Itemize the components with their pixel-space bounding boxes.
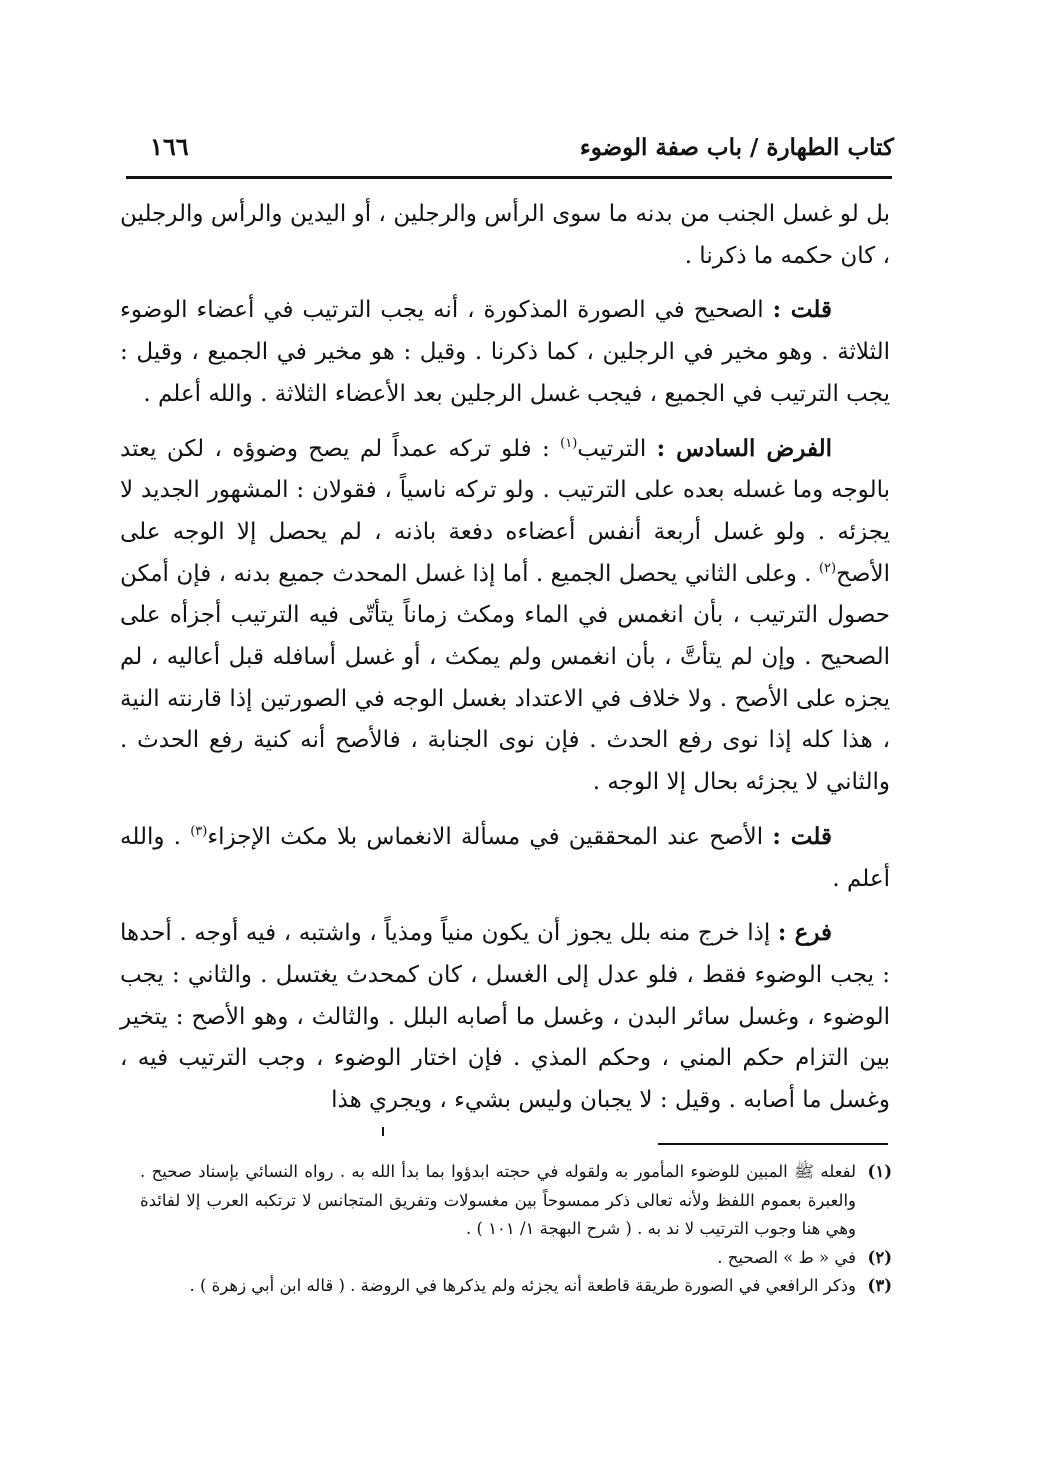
paragraph-lead: قلت : [772,822,832,850]
paragraph-sixth-obligation [120,428,890,804]
footnote-number: (٣) [867,1276,892,1295]
footnote-number: (٢) [867,1247,892,1267]
footnote-number: (١) [867,1162,892,1181]
paragraph-lead: قلت : [772,296,832,324]
paragraph-text: : فلو تركه عمداً لم يصح وضوؤه ، لكن يعتد بالوجه وما غسله بعده على الترتيب . ولو تركه ناسياً ، فقولان : المشهور الجديد لا يجزئه . ولو غسل أربعة أنفس أعضاءه دفعة باذنه ، لم يحصل إلا الوجه على الأصح [120,435,890,587]
print-speck [382,1127,384,1136]
paragraph-text: إذا خرج منه بلل يجوز أن يكون منياً ومذياً ، واشتبه ، فيه أوجه . أحدها : يجب الوضوء فقط ، فلو عدل إلى الغسل ، كان كمحدث يغتسل . والثاني : يجب الوضوء ، وغسل سائر البدن ، وغسل ما أصابه البلل . والثالث ، وهو الأصح : يتخير بين التزام حكم المني ، وحكم المذي . فإن اختار الوضوء ، وجب الترتيب فيه ، وغسل ما أصابه . وقيل : لا يجبان وليس بشيء ، ويجري هذا [120,920,890,1114]
footnote-text: لفعله ﷺ المبين للوضوء المأمور به ولقوله في حجته ابدؤوا بما بدأ الله به . رواه النسائي بإسناد صحيح . والعبرة بعموم اللفظ ولأنه تعالى ذكر ممسوحاً بين مغسولات وتفريق المتجانس لا ترتكبه العرب إلا لفائدة وهي هنا وجوب الترتيب لا ند به . ( شرح البهجة ١/ ١٠١ ) . [140,1162,856,1238]
paragraph-qultu-2 [120,816,890,900]
footnote-2 [140,1244,892,1273]
paragraph-text: . والله أعلم . [120,823,890,892]
footnote-3 [140,1272,892,1301]
footnote-ref-3[interactable]: (٣) [190,823,208,839]
footnote-text: في « ط » الصحيح . [717,1247,856,1267]
paragraph-lead: الفرض السادس : [656,434,832,462]
paragraph-text: . وعلى الثاني يحصل الجميع . أما إذا غسل المحدث جميع بدنه ، فإن أمكن حصول الترتيب ، بأن انغمس في الماء ومكث زماناً يتأتّى فيه الترتيب أجزأه على الصحيح . وإن لم يتأتَّ ، بأن انغمس ولم يمكث ، أو غسل أسافله قبل أعاليه ، لم يجزه على الأصح . ولا خلاف في الاعتداد بغسل الوجه في الصورتين إذا قارنته النية ، هذا كله إذا نوى رفع الحدث . فإن نوى الجنابة ، فالأصح أنه كنية رفع الحدث . والثاني لا يجزئه بحال إلا الوجه . [120,560,890,796]
paragraph-lead: فرع : [777,919,833,947]
footnote-ref-2[interactable]: (٢) [818,560,837,576]
paragraph-far [120,912,890,1122]
paragraph-text: الصحيح في الصورة المذكورة ، أنه يجب الترتيب في أعضاء الوضوء الثلاثة . وهو مخير في الرجلين ، كما ذكرنا . وقيل : هو مخير في الجميع ، وقيل : يجب الترتيب في الجميع ، فيجب غسل الرجلين بعد الأعضاء الثلاثة . والله أعلم . [120,297,890,407]
paragraph-text: الترتيب [577,435,657,462]
header-title: كتاب الطهارة / باب صفة الوضوء [579,134,894,161]
footnotes [140,1158,892,1301]
paragraph-continuation [120,194,890,277]
footnote-text: وذكر الرافعي في الصورة طريقة قاطعة أنه يجزئه ولم يذكرها في الروضة . ( قاله ابن أبي زهرة ) . [189,1276,856,1295]
main-text [120,194,890,1134]
footnote-ref-1[interactable]: (١) [560,435,578,451]
paragraph-text: بل لو غسل الجنب من بدنه ما سوى الرأس والرجلين ، أو اليدين والرأس والرجلين ، كان حكمه ما ذكرنا . [120,201,890,269]
paragraph-text: الأصح عند المحققين في مسألة الانغماس بلا مكث الإجزاء [207,823,773,850]
page-number: ١٦٦ [150,132,189,161]
header-divider [126,176,892,179]
running-header [126,128,894,176]
footnote-1 [140,1158,892,1244]
paragraph-qultu-1 [120,289,890,415]
footnote-divider [658,1143,888,1145]
